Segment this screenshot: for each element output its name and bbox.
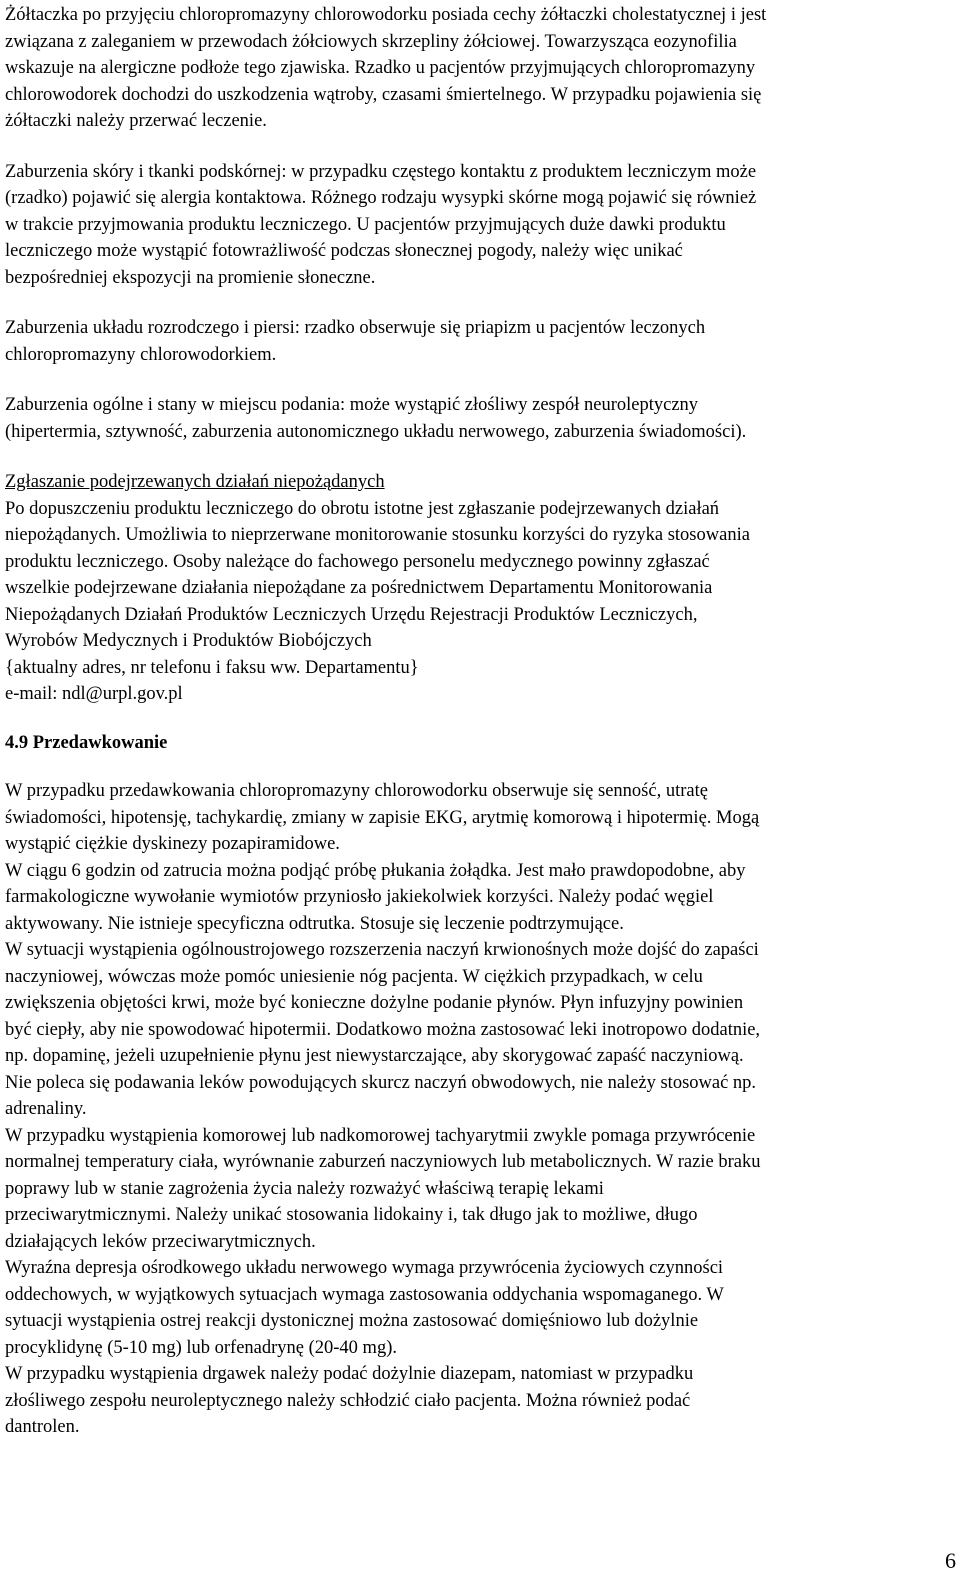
page-number: 6: [945, 1548, 956, 1573]
jaundice-paragraph: Żółtaczka po przyjęciu chloropromazyny chlorowodorku posiada cechy żółtaczki cholestatycznej i jest związana z zaleganiem w przewodach żółciowych skrzepliny żółciowej. Towarzysząca eozynofilia wskazuje na alergiczne podłoże tego zjawiska. Rzadko u pacjentów przyjmujących chloropromazyny chlorowodorek dochodzi do uszkodzenia wątroby, czasami śmiertelnego. W przypadku pojawienia się żółtaczki należy przerwać leczenie.: [5, 5, 767, 131]
document-page: [5, 0, 955, 1441]
overdose-paragraph: W przypadku przedawkowania chloropromazyny chlorowodorku obserwuje się senność, utratę świadomości, hipotensję, tachykardię, zmiany w zapisie EKG, arytmię komorową i hipotermię. Mogą wystąpić ciężkie dyskinezy pozapiramidowe. W ciągu 6 godzin od zatrucia można podjąć próbę płukania żołądka. Jest mało prawdopodobne, aby farmakologiczne wywołanie wymiotów przyniosło jakiekolwiek korzyści. Należy podać węgiel aktywowany. Nie istnieje specyficzna odtrutka. Stosuje się leczenie podtrzymujące. W sytuacji wystąpienia ogólnoustrojowego rozszerzenia naczyń krwionośnych może dojść do zapaści naczyniowej, wówczas może pomóc uniesienie nóg pacjenta. W ciężkich przypadkach, w celu zwiększenia objętości krwi, może być konieczne dożylne podanie płynów. Płyn infuzyjny powinien być ciepły, aby nie spowodować hipotermii. Dodatkowo można zastosować leki inotropowo dodatnie, np. dopaminę, jeżeli uzupełnienie płynu jest niewystarczające, aby skorygować zapaść naczyniową. Nie poleca się podawania leków powodujących skurcz naczyń obwodowych, nie należy stosować np. adrenaliny. W przypadku wystąpienia komorowej lub nadkomorowej tachyarytmii zwykle pomaga przywrócenie normalnej temperatury ciała, wyrównanie zaburzeń naczyniowych lub metabolicznych. W razie braku poprawy lub w stanie zagrożenia życia należy rozważyć właściwą terapię lekami przeciwarytmicznymi. Należy unikać stosowania lidokainy i, tak długo jak to możliwe, długo działających leków przeciwarytmicznych. Wyraźna depresja ośrodkowego układu nerwowego wymaga przywrócenia życiowych czynności oddechowych, w wyjątkowych sytuacjach wymaga zastosowania oddychania wspomaganego. W sytuacji wystąpienia ostrej reakcji dystonicznej można zastosować domięśniowo lub dożylnie procyklidynę (5-10 mg) lub orfenadrynę (20-40 mg). W przypadku wystąpienia drgawek należy podać dożylnie diazepam, natomiast w przypadku złośliwego zespołu neuroleptycznego należy schłodzić ciało pacjenta. Można również podać dantrolen.: [5, 781, 761, 1437]
reproductive-disorders-paragraph: Zaburzenia układu rozrodczego i piersi: rzadko obserwuje się priapizm u pacjentów leczonych chloropromazyny chlorowodorkiem.: [5, 318, 706, 365]
reporting-heading: Zgłaszanie podejrzewanych działań niepożądanych: [5, 472, 385, 492]
reporting-paragraph: Po dopuszczeniu produktu leczniczego do obrotu istotne jest zgłaszanie podejrzewanych działań niepożądanych. Umożliwia to nieprzerwane monitorowanie stosunku korzyści do ryzyka stosowania produktu leczniczego. Osoby należące do fachowego personelu medycznego powinny zgłaszać wszelkie podejrzewane działania niepożądane za pośrednictwem Departamentu Monitorowania Niepożądanych Działań Produktów Leczniczych Urzędu Rejestracji Produktów Leczniczych, Wyrobów Medycznych i Produktów Biobójczych {aktualny adres, nr telefonu i faksu ww. Departamentu} e-mail: ndl@urpl.gov.pl: [5, 498, 750, 704]
overdose-heading: 4.9 Przedawkowanie: [5, 732, 168, 753]
skin-disorders-paragraph: Zaburzenia skóry i tkanki podskórnej: w przypadku częstego kontaktu z produktem leczniczym może (rzadko) pojawić się alergia kontaktowa. Różnego rodzaju wysypki skórne mogą pojawić się również w trakcie przyjmowania produktu leczniczego. U pacjentów przyjmujących duże dawki produktu leczniczego może wystąpić fotowrażliwość podczas słonecznej pogody, należy więc unikać bezpośredniej ekspozycji na promienie słoneczne.: [5, 161, 757, 288]
general-disorders-paragraph: Zaburzenia ogólne i stany w miejscu podania: może wystąpić złośliwy zespół neuroleptyczny (hipertermia, sztywność, zaburzenia autonomicznego układu nerwowego, zaburzenia świadomości).: [5, 395, 747, 442]
